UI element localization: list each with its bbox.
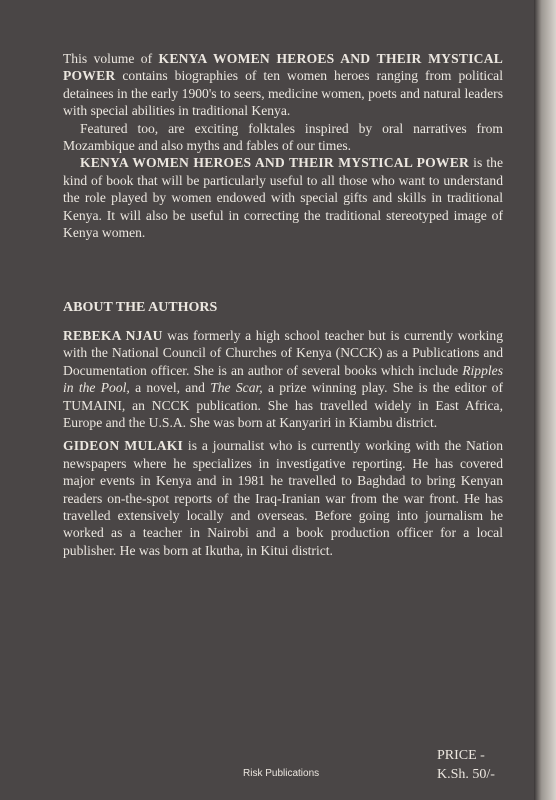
author-bio-mulaki xyxy=(63,437,503,559)
author-name: GIDEON MULAKI xyxy=(63,438,184,454)
bio-text: was formerly a high school teacher but is currently working with the National Council of Churches of Kenya (NCCK) as a Publications and Documentation officer. She is an author of several books which include xyxy=(63,327,503,378)
book-title-ripples: Ripples in the Pool, xyxy=(63,362,503,396)
back-cover-text xyxy=(63,50,503,565)
author-name: REBEKA NJAU xyxy=(63,327,163,343)
bio-text: is a journalist who is currently working with the Nation newspapers where he specializes in investigative reporting. He has covered major events in Kenya and in 1981 he travelled to Baghdad to bring Kenyan readers on-the-spot reports of the Iraq-Iranian war from the war front. He has travelled extensively locally and overseas. Before going into journalism he worked as a teacher in Nairobi and a book production officer for a local publisher. He was born at Ikutha, in Kitui district. xyxy=(63,438,503,558)
price-block xyxy=(437,746,495,784)
book-title: KENYA WOMEN HEROES AND THEIR MYSTICAL POWER xyxy=(63,51,503,84)
price-amount: K.Sh. 50/- xyxy=(437,767,495,782)
blurb-paragraph-1 xyxy=(63,50,503,120)
blurb-paragraph-2: Featured too, are exciting folktales inspired by oral narratives from Mozambique and also myths and fables of our times. xyxy=(63,120,503,154)
page-edge xyxy=(534,0,556,800)
book-title-scar: The Scar, xyxy=(210,380,263,396)
book-title: KENYA WOMEN HEROES AND THEIR MYSTICAL POWER xyxy=(80,155,470,171)
bio-text: a prize winning play. She is the editor of TUMAINI, an NCCK publication. She has travelled widely in East Africa, Europe and the U.S.A. She was born at Kanyariri in Kiambu district. xyxy=(63,380,503,430)
blurb-text: contains biographies of ten women heroes ranging from political detainees in the early 1900's to seers, medicine women, poets and natural leaders with special abilities in traditional Kenya. xyxy=(63,68,503,119)
bio-text: a novel, and xyxy=(129,380,211,396)
blurb-paragraph-3 xyxy=(63,154,503,241)
author-bio-njau xyxy=(63,327,503,431)
blurb-text: is the kind of book that will be particularly useful to all those who want to understand the role played by women endowed with special gifts and skills in traditional Kenya. It will also be useful in correcting the traditional stereotyped image of Kenya women. xyxy=(63,155,503,241)
about-authors-heading: ABOUT THE AUTHORS xyxy=(63,300,218,316)
price-label: PRICE - xyxy=(437,748,485,763)
blurb-text: This volume of xyxy=(63,51,159,66)
publisher-name: Risk Publications xyxy=(243,768,320,779)
